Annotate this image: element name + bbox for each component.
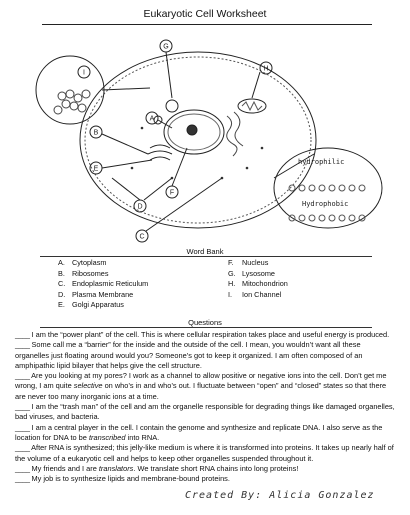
- word-bank-term: Ribosomes: [72, 268, 109, 278]
- question-item: [15, 330, 395, 340]
- question-text: After RNA is synthesized; this jelly-like medium is where it is transformed into proteins. It takes up nearly half of the volume of a eukaryotic cell and helps to keep other organelles suspended throughout it.: [15, 443, 394, 463]
- word-bank-item: [58, 258, 228, 269]
- word-bank-term: Endoplasmic Reticulum: [72, 279, 149, 288]
- questions-title: Questions: [188, 318, 222, 327]
- word-bank-item: [58, 279, 228, 290]
- word-bank-term: Nucleus: [242, 258, 269, 267]
- cell-diagram: [22, 28, 394, 246]
- word-bank-term: Plasma Membrane: [72, 289, 134, 299]
- diagram-label-b: B: [93, 129, 99, 137]
- question-text: Some call me a “barrier” for the inside and the outside of the cell. I mean, you wouldn’t want all these organelles just floating around would you? Someone’s got to keep it organized. I am often composed of an amphipathic lipid bilayer that helps give the cell structure.: [15, 340, 363, 370]
- question-item: [15, 402, 395, 423]
- answer-blank[interactable]: ____: [15, 402, 30, 412]
- question-item: [15, 423, 395, 444]
- word-bank-item: [228, 258, 358, 269]
- question-item: [15, 464, 395, 474]
- question-text: into RNA.: [125, 432, 160, 442]
- word-bank-term: Cytoplasm: [72, 258, 107, 267]
- question-text: My job is to synthesize lipids and membrane-bound proteins.: [29, 474, 230, 484]
- question-emphasis: selective: [73, 381, 103, 391]
- title-rule: [42, 24, 372, 25]
- question-text: on who’s in and who’s out. I fluctuate between “open” and “closed” states so that there are never too many inorganic ions at a time.: [15, 381, 387, 401]
- word-bank-letter: E.: [58, 300, 65, 309]
- question-item: [15, 340, 395, 371]
- word-bank-item: [58, 269, 228, 280]
- word-bank-letter: A.: [58, 258, 65, 267]
- question-text: I am the “power plant” of the cell. This is where cellular respiration takes place and useful energy is produced.: [29, 330, 390, 339]
- diagram-label-e: E: [93, 165, 99, 173]
- word-bank-left-column: [58, 258, 228, 311]
- answer-blank[interactable]: ____: [15, 474, 30, 484]
- word-bank-term: Ion Channel: [242, 289, 282, 299]
- hydrophobic-label: Hydrophobic: [302, 200, 349, 208]
- word-bank-item: [58, 290, 228, 301]
- question-item: [15, 443, 395, 464]
- word-bank-letter: I.: [228, 289, 233, 299]
- word-bank-letter: C.: [58, 279, 66, 288]
- question-item: [15, 371, 395, 402]
- diagram-label-d: D: [137, 203, 143, 211]
- answer-blank[interactable]: ____: [15, 463, 30, 473]
- question-text: Are you looking at my pores? I work as a channel to allow positive or negative ions into the cell. Don’t get me wrong, I am quite: [15, 371, 387, 391]
- question-emphasis: transcribed: [88, 432, 126, 442]
- word-bank: [58, 258, 358, 311]
- answer-blank[interactable]: ____: [15, 371, 30, 381]
- diagram-label-f: F: [169, 189, 175, 197]
- word-bank-item: [228, 279, 358, 290]
- question-text: My friends and I are: [29, 463, 99, 473]
- question-emphasis: translators: [98, 463, 134, 473]
- author-signature: Created By: Alicia Gonzalez: [185, 490, 375, 501]
- hydrophilic-label: hydrophilic: [298, 158, 345, 166]
- question-text: I am a central player in the cell. I contain the genome and synthesize and replicate DNA. I also serve as the location for DNA to be: [15, 422, 383, 442]
- diagram-label-g: G: [163, 43, 169, 51]
- questions-list: [15, 330, 395, 484]
- question-text: I am the “trash man” of the cell and am the organelle responsible for degrading things like damaged organelles, bad viruses, and bacteria.: [15, 402, 395, 422]
- word-bank-title: Word Bank: [186, 247, 224, 256]
- word-bank-letter: D.: [58, 289, 66, 299]
- answer-blank[interactable]: ____: [15, 422, 30, 432]
- word-bank-rule: [40, 256, 372, 257]
- word-bank-item: [228, 290, 358, 301]
- question-text: . We translate short RNA chains into long proteins!: [133, 463, 299, 473]
- question-item: [15, 474, 395, 484]
- answer-blank[interactable]: ____: [15, 443, 30, 453]
- word-bank-letter: G.: [228, 268, 236, 278]
- word-bank-letter: B.: [58, 268, 65, 278]
- word-bank-term: Lysosome: [242, 268, 275, 278]
- diagram-label-i: I: [83, 69, 85, 77]
- word-bank-term: Mitochondrion: [242, 279, 288, 288]
- word-bank-letter: F.: [228, 258, 234, 267]
- word-bank-letter: H.: [228, 279, 236, 288]
- word-bank-item: [228, 269, 358, 280]
- questions-rule: [40, 327, 372, 328]
- word-bank-item: [58, 300, 228, 311]
- answer-blank[interactable]: ____: [15, 330, 30, 339]
- diagram-label-a: A: [149, 115, 155, 123]
- page-title: Eukaryotic Cell Worksheet: [143, 8, 267, 20]
- answer-blank[interactable]: ____: [15, 340, 30, 350]
- word-bank-right-column: [228, 258, 358, 311]
- diagram-label-h: H: [263, 65, 269, 73]
- diagram-label-c: C: [139, 233, 145, 241]
- word-bank-term: Golgi Apparatus: [72, 300, 124, 309]
